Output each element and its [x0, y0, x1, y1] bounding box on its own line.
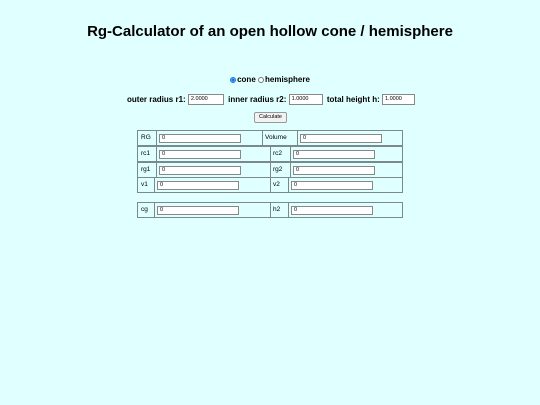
cell-divider: [270, 163, 271, 177]
v2-label: v2: [273, 181, 280, 188]
shape-selector: [0, 75, 540, 84]
cell-divider: [262, 131, 263, 145]
cell-divider: [156, 147, 157, 161]
cg-output[interactable]: 0: [157, 206, 239, 215]
result-row-rg12: [137, 162, 403, 178]
calculate-button[interactable]: Calculate: [254, 112, 287, 123]
hemisphere-radio[interactable]: [258, 77, 264, 83]
cone-radio[interactable]: [230, 77, 236, 83]
volume-output[interactable]: 0: [300, 134, 382, 143]
v2-output[interactable]: 0: [291, 181, 373, 190]
cone-label[interactable]: cone: [237, 75, 256, 84]
v1-output[interactable]: 0: [157, 181, 239, 190]
total-height-input[interactable]: 1.0000: [382, 94, 415, 105]
cg-label: cg: [141, 206, 148, 213]
result-row-rc: [137, 146, 403, 162]
cell-divider: [290, 163, 291, 177]
outer-radius-label: outer radius r1:: [127, 94, 186, 104]
cell-divider: [270, 178, 271, 192]
cell-divider: [154, 178, 155, 192]
h2-output[interactable]: 0: [291, 206, 373, 215]
result-row-v: [137, 177, 403, 193]
total-height-label: total height h:: [326, 94, 380, 104]
cell-divider: [156, 163, 157, 177]
result-row-cg-h2: [137, 202, 403, 218]
cell-divider: [270, 147, 271, 161]
rg-label: RG: [141, 134, 151, 141]
rc2-label: rc2: [273, 150, 283, 157]
rg1-output[interactable]: 0: [159, 166, 241, 175]
cell-divider: [154, 203, 155, 217]
rc2-output[interactable]: 0: [293, 150, 375, 159]
cell-divider: [156, 131, 157, 145]
page-title: Rg-Calculator of an open hollow cone / hemisphere: [87, 23, 453, 40]
v1-label: v1: [141, 181, 148, 188]
cell-divider: [290, 147, 291, 161]
h2-label: h2: [273, 206, 281, 213]
rc1-label: rc1: [141, 150, 151, 157]
rg2-label: rg2: [273, 166, 283, 173]
inner-radius-label: inner radius r2:: [228, 94, 287, 104]
inner-radius-input[interactable]: 1.0000: [289, 94, 323, 105]
volume-label: Volume: [265, 134, 287, 141]
cell-divider: [288, 178, 289, 192]
rg1-label: rg1: [141, 166, 151, 173]
rg2-output[interactable]: 0: [293, 166, 375, 175]
hemisphere-label[interactable]: hemisphere: [265, 75, 310, 84]
cell-divider: [297, 131, 298, 145]
result-row-rg-volume: [137, 130, 403, 146]
hemisphere-option[interactable]: [258, 75, 310, 84]
rg-output[interactable]: 0: [159, 134, 241, 143]
cell-divider: [288, 203, 289, 217]
cell-divider: [270, 203, 271, 217]
outer-radius-input[interactable]: 2.0000: [188, 94, 224, 105]
rc1-output[interactable]: 0: [159, 150, 241, 159]
cone-option[interactable]: [230, 75, 258, 84]
dimension-inputs: [0, 94, 540, 105]
